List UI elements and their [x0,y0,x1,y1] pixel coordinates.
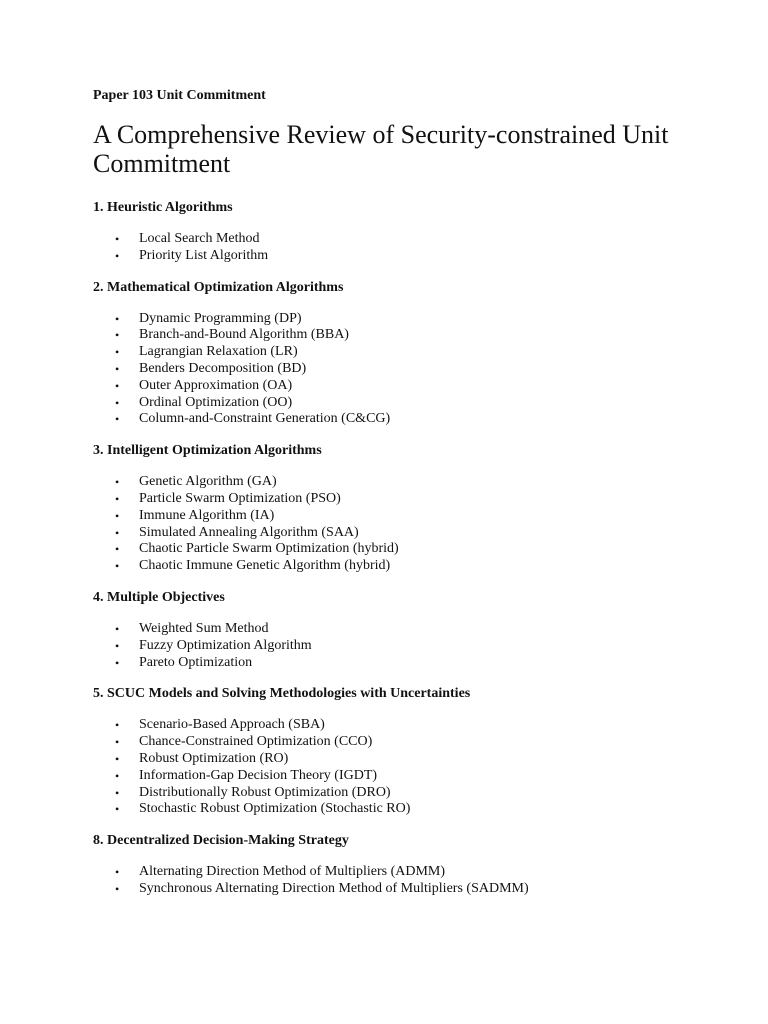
section-heuristic-algorithms [93,198,733,265]
list-item: • Ordinal Optimization (OO) [93,395,733,412]
list-item: • Branch-and-Bound Algorithm (BBA) [93,327,733,344]
paper-label: Paper 103 Unit Commitment [93,88,266,103]
list-item: • Column-and-Constraint Generation (C&CG) [93,411,733,428]
list-item: • Genetic Algorithm (GA) [93,474,733,491]
document-title: A Comprehensive Review of Security-constrained Unit Commitment [93,120,669,178]
list-item: • Particle Swarm Optimization (PSO) [93,491,733,508]
list-item: • Priority List Algorithm [93,248,733,265]
section-list [93,717,733,818]
section-heading: 5. SCUC Models and Solving Methodologies with Uncertainties [93,686,471,702]
section-multiple-objectives [93,588,733,671]
list-item: • Benders Decomposition (BD) [93,361,733,378]
list-item: • Stochastic Robust Optimization (Stochastic RO) [93,801,733,818]
section-heading: 2. Mathematical Optimization Algorithms [93,279,344,295]
section-mathematical-optimization [93,278,733,429]
section-list [93,474,733,575]
list-item: • Simulated Annealing Algorithm (SAA) [93,525,733,542]
list-item: • Chance-Constrained Optimization (CCO) [93,734,733,751]
section-list [93,864,733,898]
list-item: • Local Search Method [93,231,733,248]
section-list [93,231,733,265]
list-item: • Scenario-Based Approach (SBA) [93,717,733,734]
list-item: • Information-Gap Decision Theory (IGDT) [93,768,733,785]
section-heading: 8. Decentralized Decision-Making Strategy [93,833,349,849]
section-heading: 1. Heuristic Algorithms [93,200,233,215]
list-item: • Pareto Optimization [93,655,733,672]
list-item: • Alternating Direction Method of Multipliers (ADMM) [93,864,733,881]
section-decentralized-decision-making [93,831,733,898]
section-list [93,621,733,671]
list-item: • Dynamic Programming (DP) [93,311,733,328]
section-intelligent-optimization [93,441,733,575]
list-item: • Chaotic Particle Swarm Optimization (hybrid) [93,541,733,558]
section-heading: 3. Intelligent Optimization Algorithms [93,443,322,459]
list-item: • Distributionally Robust Optimization (DRO) [93,785,733,802]
section-list [93,311,733,429]
list-item: • Immune Algorithm (IA) [93,508,733,525]
list-item: • Weighted Sum Method [93,621,733,638]
list-item: • Fuzzy Optimization Algorithm [93,638,733,655]
list-item: • Outer Approximation (OA) [93,378,733,395]
section-heading: 4. Multiple Objectives [93,589,225,605]
section-scuc-uncertainties [93,684,733,818]
document-page [93,86,733,898]
list-item: • Synchronous Alternating Direction Method of Multipliers (SADMM) [93,881,733,898]
list-item: • Robust Optimization (RO) [93,751,733,768]
list-item: • Chaotic Immune Genetic Algorithm (hybrid) [93,558,733,575]
list-item: • Lagrangian Relaxation (LR) [93,344,733,361]
